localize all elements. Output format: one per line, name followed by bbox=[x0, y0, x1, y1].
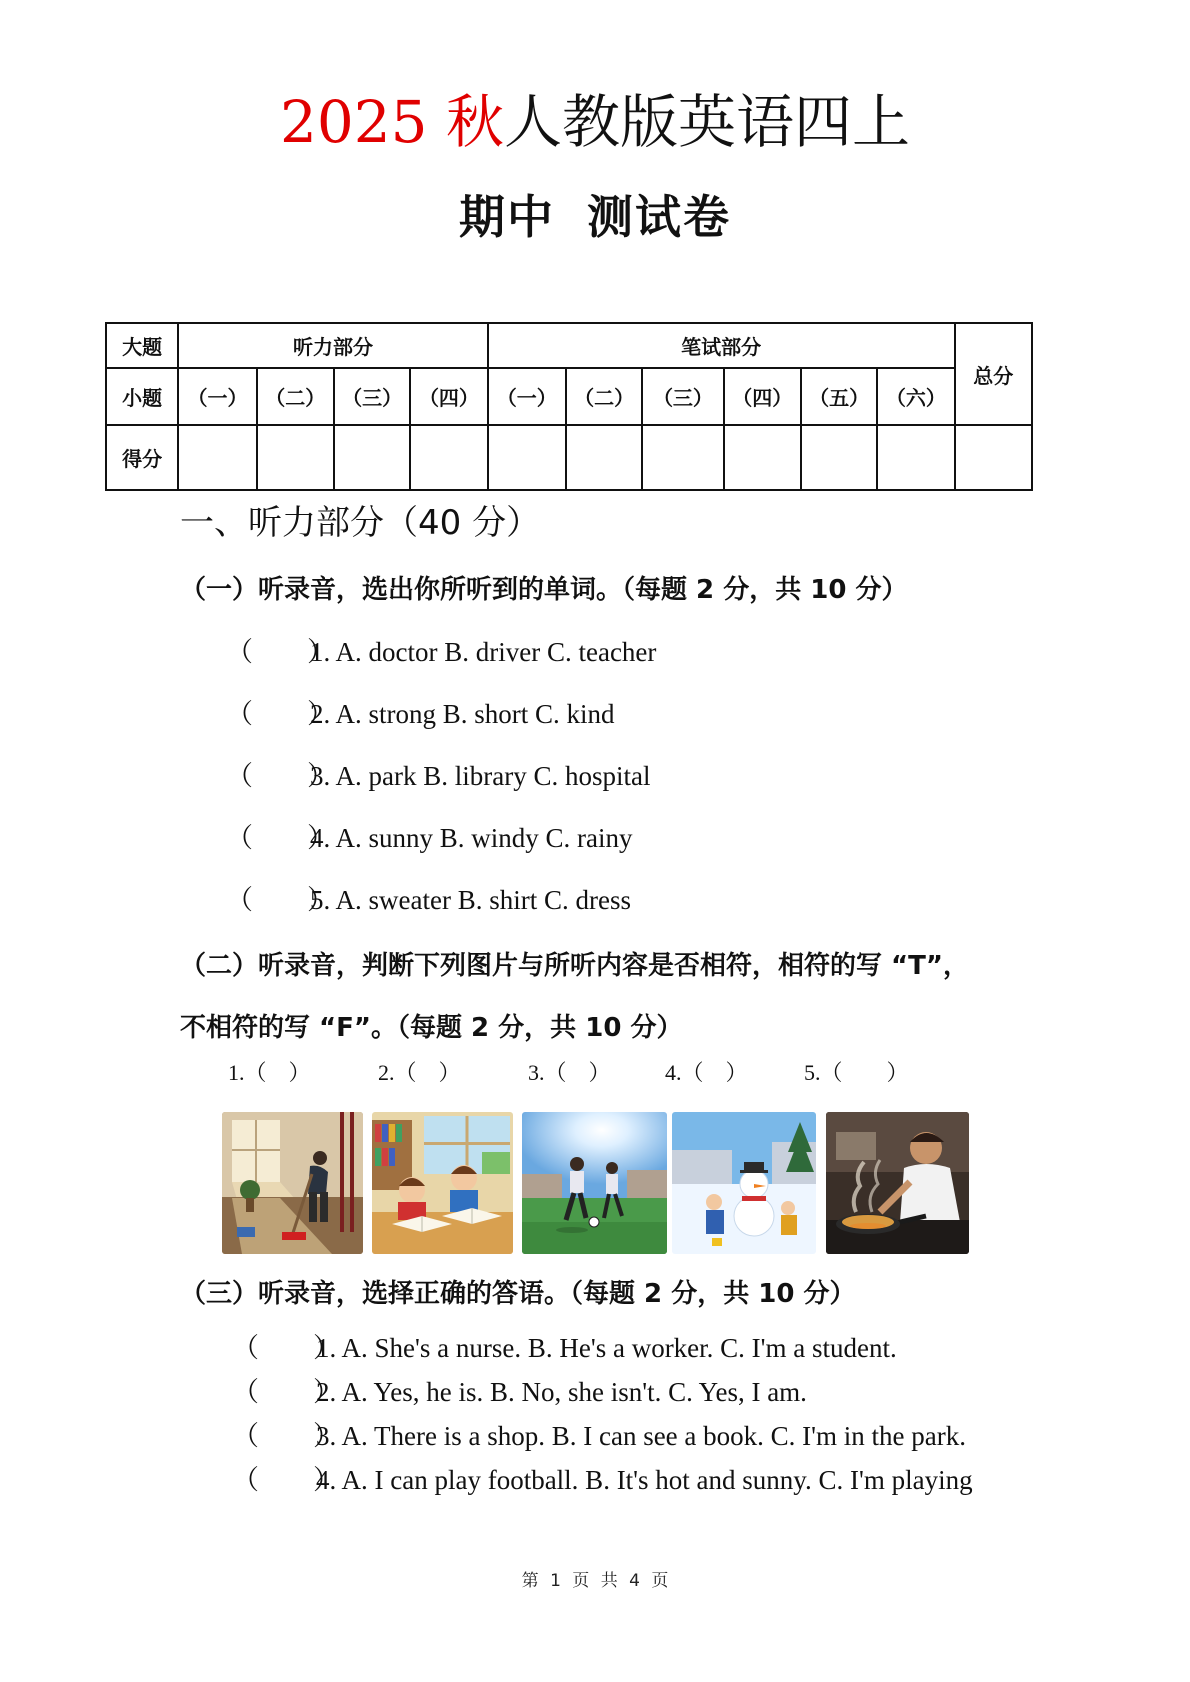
score-cell[interactable] bbox=[724, 425, 801, 490]
minor-col: （二） bbox=[257, 368, 334, 425]
reading-books-picture bbox=[372, 1112, 513, 1254]
score-cell[interactable] bbox=[801, 425, 877, 490]
question-item bbox=[226, 696, 615, 732]
picture-label[interactable]: 4.（ ） bbox=[665, 1060, 748, 1085]
question-item bbox=[232, 1418, 966, 1454]
minor-col: （五） bbox=[801, 368, 877, 425]
score-cell[interactable] bbox=[566, 425, 642, 490]
question-text: 1. A. She's a nurse. B. He's a worker. C. I'm a student. bbox=[316, 1333, 897, 1363]
question-text: 3. A. There is a shop. B. I can see a book. C. I'm in the park. bbox=[316, 1421, 966, 1451]
question-item bbox=[226, 820, 633, 856]
answer-blank[interactable]: （ ） bbox=[226, 637, 334, 667]
title-season: 秋 bbox=[446, 88, 505, 156]
minor-col: （三） bbox=[642, 368, 723, 425]
answer-blank[interactable]: （ ） bbox=[226, 761, 334, 791]
minor-col: （二） bbox=[566, 368, 642, 425]
answer-blank[interactable]: （ ） bbox=[232, 1421, 340, 1451]
answer-blank[interactable]: （ ） bbox=[232, 1377, 340, 1407]
writing-header: 笔试部分 bbox=[488, 323, 955, 368]
score-table bbox=[105, 322, 1033, 491]
question-text: 5. A. sweater B. shirt C. dress bbox=[310, 885, 631, 915]
question-item bbox=[232, 1462, 973, 1498]
minor-col: （三） bbox=[334, 368, 410, 425]
question-text: 2. A. strong B. short C. kind bbox=[310, 699, 615, 729]
page-subtitle: 期中 测试卷 bbox=[458, 190, 731, 244]
cooking-picture bbox=[826, 1112, 969, 1254]
score-cell[interactable] bbox=[178, 425, 256, 490]
title-year: 2025 bbox=[279, 88, 428, 156]
question-text: 3. A. park B. library C. hospital bbox=[310, 761, 651, 791]
section-heading-listening: 一、听力部分（40 分） bbox=[180, 503, 541, 543]
answer-blank[interactable]: （ ） bbox=[232, 1465, 340, 1495]
question-text: 4. A. sunny B. windy C. rainy bbox=[310, 823, 633, 853]
minor-col: （一） bbox=[488, 368, 566, 425]
row-label-score: 得分 bbox=[106, 425, 178, 490]
question-text: 2. A. Yes, he is. B. No, she isn't. C. Yes, I am. bbox=[316, 1377, 807, 1407]
picture-label[interactable]: 3.（ ） bbox=[528, 1060, 611, 1085]
part2-heading-line2: 不相符的写 “F”。（每题 2 分，共 10 分） bbox=[180, 1013, 683, 1043]
answer-blank[interactable]: （ ） bbox=[226, 699, 334, 729]
question-item bbox=[232, 1330, 897, 1366]
page-footer: 第 1 页 共 4 页 bbox=[521, 1571, 669, 1591]
minor-col: （四） bbox=[724, 368, 801, 425]
question-item bbox=[226, 758, 650, 794]
question-text: 4. A. I can play football. B. It's hot and sunny. C. I'm playing bbox=[316, 1465, 973, 1495]
answer-blank[interactable]: （ ） bbox=[226, 823, 334, 853]
part1-heading: （一）听录音，选出你所听到的单词。（每题 2 分，共 10 分） bbox=[180, 575, 908, 605]
question-item bbox=[226, 634, 656, 670]
part3-heading: （三）听录音，选择正确的答语。（每题 2 分，共 10 分） bbox=[180, 1279, 856, 1309]
minor-col: （四） bbox=[410, 368, 487, 425]
score-cell[interactable] bbox=[488, 425, 566, 490]
question-item bbox=[232, 1374, 807, 1410]
minor-col: （六） bbox=[877, 368, 954, 425]
score-cell[interactable] bbox=[334, 425, 410, 490]
total-score-cell[interactable] bbox=[955, 425, 1032, 490]
row-label-minor: 小题 bbox=[106, 368, 178, 425]
listening-header: 听力部分 bbox=[178, 323, 487, 368]
mopping-floor-picture bbox=[222, 1112, 363, 1254]
score-cell[interactable] bbox=[642, 425, 723, 490]
score-cell[interactable] bbox=[877, 425, 954, 490]
part2-heading-line1: （二）听录音，判断下列图片与所听内容是否相符，相符的写 “T”， bbox=[180, 951, 969, 981]
page-title bbox=[0, 82, 1190, 162]
picture-label[interactable]: 2.（ ） bbox=[378, 1060, 461, 1085]
score-cell[interactable] bbox=[257, 425, 334, 490]
building-snowman-picture bbox=[672, 1112, 816, 1254]
total-header: 总分 bbox=[955, 323, 1032, 425]
question-item bbox=[226, 882, 631, 918]
minor-col: （一） bbox=[178, 368, 256, 425]
answer-blank[interactable]: （ ） bbox=[226, 885, 334, 915]
row-label-major: 大题 bbox=[106, 323, 178, 368]
score-cell[interactable] bbox=[410, 425, 487, 490]
question-text: 1. A. doctor B. driver C. teacher bbox=[310, 637, 657, 667]
picture-label[interactable]: 1.（ ） bbox=[228, 1060, 311, 1085]
answer-blank[interactable]: （ ） bbox=[232, 1333, 340, 1363]
title-rest: 人教版英语四上 bbox=[504, 88, 911, 156]
picture-label[interactable]: 5.（ ） bbox=[804, 1060, 909, 1085]
playing-football-picture bbox=[522, 1112, 667, 1254]
